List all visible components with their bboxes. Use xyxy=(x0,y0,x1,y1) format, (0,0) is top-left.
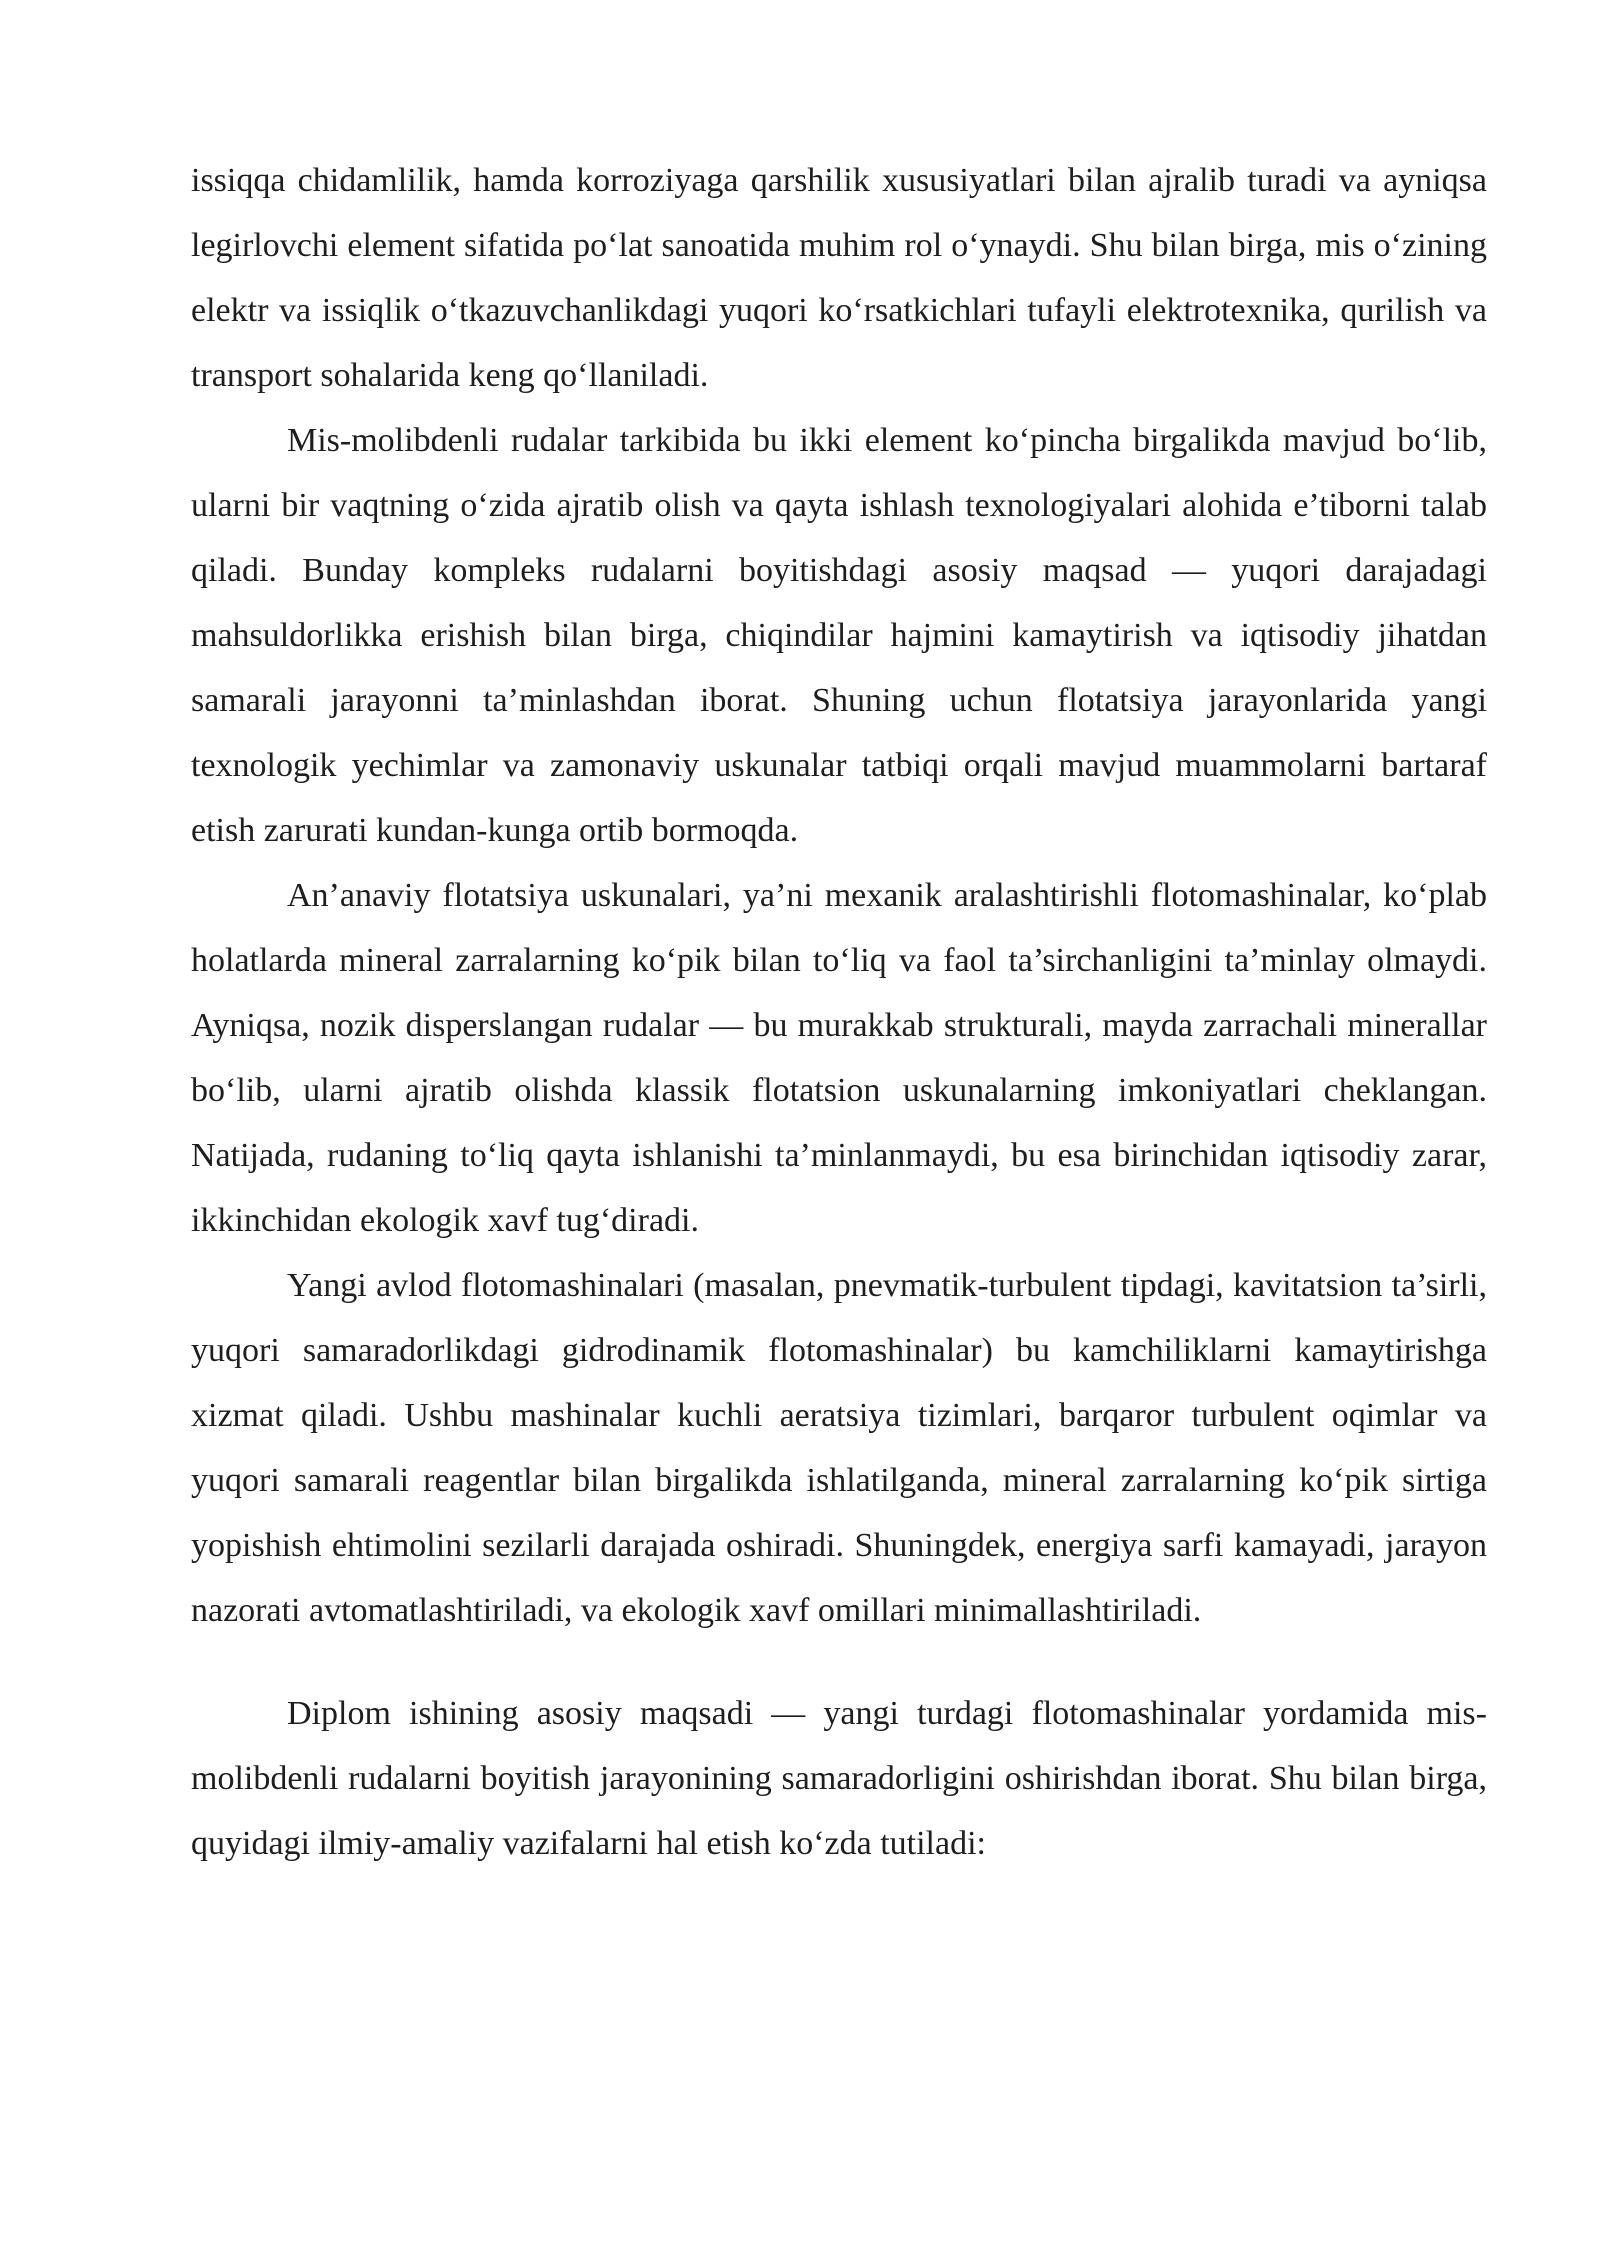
paragraph-1: issiqqa chidamlilik, hamda korroziyaga qarshilik xususiyatlari bilan ajralib turadi va ayniqsa legirlovchi element sifatida po‘lat sanoatida muhim rol o‘ynaydi. Shu bilan birga, mis o‘zining elektr va issiqlik o‘tkazuvchanlikdagi yuqori ko‘rsatkichlari tufayli elektrotexnika, qurilish va transport sohalarida keng qo‘llaniladi. xyxy=(191,162,1487,394)
paragraph-4: Yangi avlod flotomashinalari (masalan, pnevmatik-turbulent tipdagi, kavitatsion ta’sirli, yuqori samaradorlikdagi gidrodinamik flotomashinalar) bu kamchiliklarni kamaytirishga xizmat qiladi. Ushbu mashinalar kuchli aeratsiya tizimlari, barqaror turbulent oqimlar va yuqori samarali reagentlar bilan birgalikda ishlatilganda, mineral zarralarning ko‘pik sirtiga yopishish ehtimolini sezilarli darajada oshiradi. Shuningdek, energiya sarfi kamayadi, jarayon nazorati avtomatlashtiriladi, va ekologik xavf omillari minimallashtiriladi. xyxy=(191,1267,1487,1629)
paragraph-2: Mis-molibdenli rudalar tarkibida bu ikki element ko‘pincha birgalikda mavjud bo‘lib, ularni bir vaqtning o‘zida ajratib olish va qayta ishlash texnologiyalari alohida e’tiborni talab qiladi. Bunday kompleks rudalarni boyitishdagi asosiy maqsad — yuqori darajadagi mahsuldorlikka erishish bilan birga, chiqindilar hajmini kamaytirish va iqtisodiy jihatdan samarali jarayonni ta’minlashdan iborat. Shuning uchun flotatsiya jarayonlarida yangi texnologik yechimlar va zamonaviy uskunalar tatbiqi orqali mavjud muammolarni bartaraf etish zarurati kundan-kunga ortib bormoqda. xyxy=(191,422,1487,849)
paragraph-5: Diplom ishining asosiy maqsadi — yangi turdagi flotomashinalar yordamida mis-molibdenli rudalarni boyitish jarayonining samaradorligini oshirishdan iborat. Shu bilan birga, quyidagi ilmiy-amaliy vazifalarni hal etish ko‘zda tutiladi: xyxy=(191,1695,1487,1862)
paragraph-3: An’anaviy flotatsiya uskunalari, ya’ni mexanik aralashtirishli flotomashinalar, ko‘plab holatlarda mineral zarralarning ko‘pik bilan to‘liq va faol ta’sirchanligini ta’minlay olmaydi. Ayniqsa, nozik disperslangan rudalar — bu murakkab strukturali, mayda zarrachali minerallar bo‘lib, ularni ajratib olishda klassik flotatsion uskunalarning imkoniyatlari cheklangan. Natijada, rudaning to‘liq qayta ishlanishi ta’minlanmaydi, bu esa birinchidan iqtisodiy zarar, ikkinchidan ekologik xavf tug‘diradi. xyxy=(191,877,1487,1239)
body-text xyxy=(191,148,1487,1876)
